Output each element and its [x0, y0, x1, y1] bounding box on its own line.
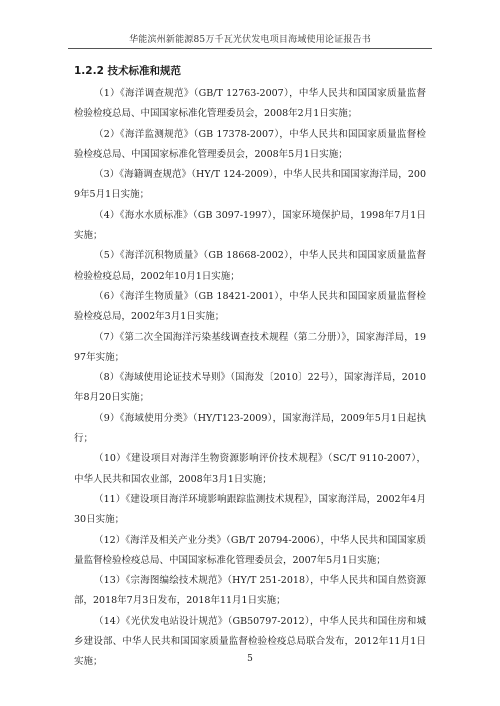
list-item: （5）《海洋沉积物质量》（GB 18668-2002），中华人民共和国国家质量监督检验检疫总局，2002年10月1日实施； — [74, 250, 426, 282]
list-item: （11）《建设项目海洋环境影响跟踪监测技术规程》，国家海洋局，2002年4月30日实施； — [74, 493, 426, 526]
standards-list — [74, 84, 426, 673]
list-item: （2）《海洋监测规范》（GB 17378-2007），中华人民共和国国家质量监督检验检疫总局、中国国家标准化管理委员会，2008年5月1日实施； — [74, 128, 426, 160]
page-number: 5 — [247, 654, 253, 664]
header-rule — [68, 48, 432, 49]
list-item: （13）《宗海图编绘技术规范》（HY/T 251-2018），中华人民共和国自然资源部，2018年7月3日发布，2018年11月1日实施； — [74, 575, 426, 607]
running-header: 华能滨州新能源85万千瓦光伏发电项目海域使用论证报告书 — [129, 35, 371, 45]
list-item: （4）《海水水质标准》（GB 3097-1997），国家环境保护局，1998年7月1日实施； — [74, 209, 426, 242]
list-item: （6）《海洋生物质量》（GB 18421-2001），中华人民共和国国家质量监督检验检疫总局，2002年3月1日实施； — [74, 290, 426, 323]
list-item: （1）《海洋调查规范》（GB/T 12763-2007），中华人民共和国国家质量监督检验检疫总局、中国国家标准化管理委员会，2008年2月1日实施； — [74, 88, 426, 120]
list-item: （3）《海籍调查规范》（HY/T 124-2009），中华人民共和国国家海洋局，2009年5月1日实施； — [74, 169, 426, 201]
list-item: （9）《海域使用分类》（HY/T123-2009），国家海洋局，2009年5月1日起执行； — [74, 412, 426, 445]
list-item: （12）《海洋及相关产业分类》（GB/T 20794-2006），中华人民共和国国家质量监督检验检疫总局、中国国家标准化管理委员会，2007年5月1日实施； — [74, 534, 426, 566]
list-item: （8）《海域使用论证技术导则》（国海发〔2010〕22号），国家海洋局，2010年8月20日实施； — [74, 372, 426, 404]
section-heading: 1.2.2 技术标准和规范 — [74, 65, 182, 77]
list-item: （10）《建设项目对海洋生物资源影响评价技术规程》（SC/T 9110-2007），中华人民共和国农业部，2008年3月1日实施； — [74, 453, 426, 485]
list-item: （14）《光伏发电站设计规范》（GB50797-2012），中华人民共和国住房和城乡建设部、中华人民共和国国家质量监督检验检疫总局联合发布，2012年11月1日实施； — [74, 615, 426, 668]
list-item: （7）《第二次全国海洋污染基线调查技术规程（第二分册）》，国家海洋局，1997年实施； — [74, 331, 426, 363]
